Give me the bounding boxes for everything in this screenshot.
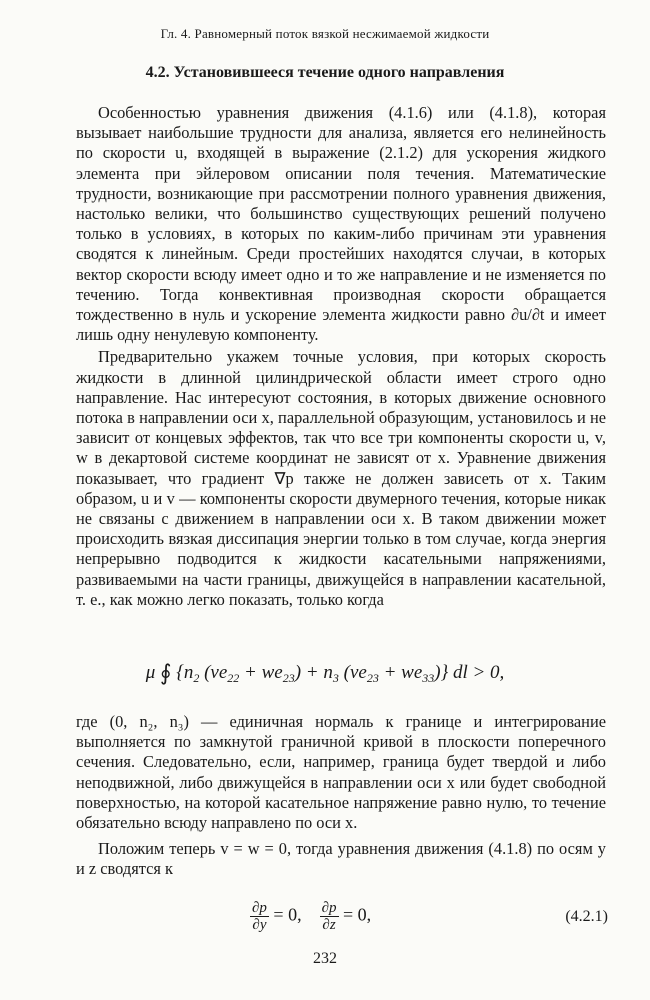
equation-4-2-1 — [0, 898, 650, 942]
formula-n3: n — [323, 662, 333, 683]
formula-n2: n — [183, 662, 194, 683]
formula-term: (ve — [204, 662, 228, 683]
page-number: 232 — [313, 950, 337, 967]
paragraph-1: Особенностью уравнения движения (4.1.6) или (4.1.8), которая вызывает наибольшие трудности для анализа, является его нелинейность по скорости u, входящей в выражение (2.1.2) для ускорения жидкого элемента при эйлеровом описании поля течения. Математические трудности, возникающие при рассмотрении полного уравнения движения, настолько велики, что большинство существующих решений получено только в условиях, в которых по каким-либо причинам эти уравнения сводятся к линейным. Среди простейших находятся случаи, в которых вектор скорости всюду имеет одно и то же направление и не изменяется по течению. Тогда конвективная производная скорости обращается тождественно в нуль и ускорение элемента жидкости равно ∂u/∂t и имеет лишь одну ненулевую компоненту. — [76, 103, 606, 345]
formula-term: + we — [239, 662, 283, 683]
paragraph-3: где (0, n₂, n₃) — единичная нормаль к границе и интегрирование выполняется по замкнутой граничной кривой в плоскости поперечного сечения. Следовательно, если, например, граница будет твердой и либо неподвижной, либо движущейся в направлении оси x или будет свободной поверхностью, на которой касательное напряжение равно нулю, то течение обязательно всюду направлено по оси x. — [76, 712, 606, 833]
fraction-dp-dz — [320, 900, 339, 933]
equation-part: = 0, — [268, 904, 302, 925]
formula-term: + we — [378, 662, 423, 683]
formula-term: (ve — [343, 662, 367, 683]
equation-number: (4.2.1) — [565, 908, 608, 925]
formula-sub: 23 — [282, 671, 295, 685]
formula-sub: 22 — [227, 671, 240, 685]
paragraph-4: Положим теперь v = w = 0, тогда уравнения движения (4.1.8) по осям y и z сводятся к — [76, 839, 606, 879]
formula-sub: 2 — [193, 671, 200, 685]
formula-brace: { — [176, 662, 184, 683]
fraction-dp-dy — [250, 900, 269, 933]
running-head: Гл. 4. Равномерный поток вязкой несжимаемой жидкости — [160, 26, 490, 41]
mu-symbol: μ — [145, 662, 156, 683]
fraction-denominator: ∂z — [322, 917, 336, 933]
contour-integral-symbol: ∮ — [160, 660, 172, 685]
section-title: 4.2. Установившееся течение одного направления — [145, 64, 505, 81]
formula-term: ) + — [294, 662, 324, 683]
formula-sub: 33 — [422, 671, 435, 685]
integral-formula — [0, 660, 650, 686]
formula-sub: 23 — [366, 671, 379, 685]
formula-tail: )} dl > 0, — [434, 662, 505, 683]
equation-part: = 0, — [338, 904, 372, 925]
fraction-numerator: ∂p — [252, 900, 267, 916]
formula-sub: 3 — [332, 671, 339, 685]
equation-body — [250, 900, 371, 933]
text-block-lower — [76, 712, 606, 880]
fraction-numerator: ∂p — [321, 900, 337, 916]
text-block-upper — [76, 103, 606, 610]
paragraph-2: Предварительно укажем точные условия, при которых скорость жидкости в длинной цилиндрической области имеет строго одно направление. Нас интересуют состояния, в которых движение основного потока в направлении оси x, параллельной образующим, установилось и не зависит от концевых эффектов, так что все три компоненты скорости u, v, w в декартовой системе координат не зависят от x. Уравнение движения показывает, что градиент ∇p также не должен зависеть от x. Таким образом, u и v — компоненты скорости двумерного течения, которые никак не связаны с движением в направлении оси x. В таком движении может происходить вязкая диссипация энергии только в том случае, когда энергия непрерывно подводится к жидкости касательными напряжениями, развиваемыми на части границы, движущейся в направлении касательной, т. е., как можно легко показать, только когда — [76, 347, 606, 609]
fraction-denominator: ∂y — [252, 917, 267, 933]
